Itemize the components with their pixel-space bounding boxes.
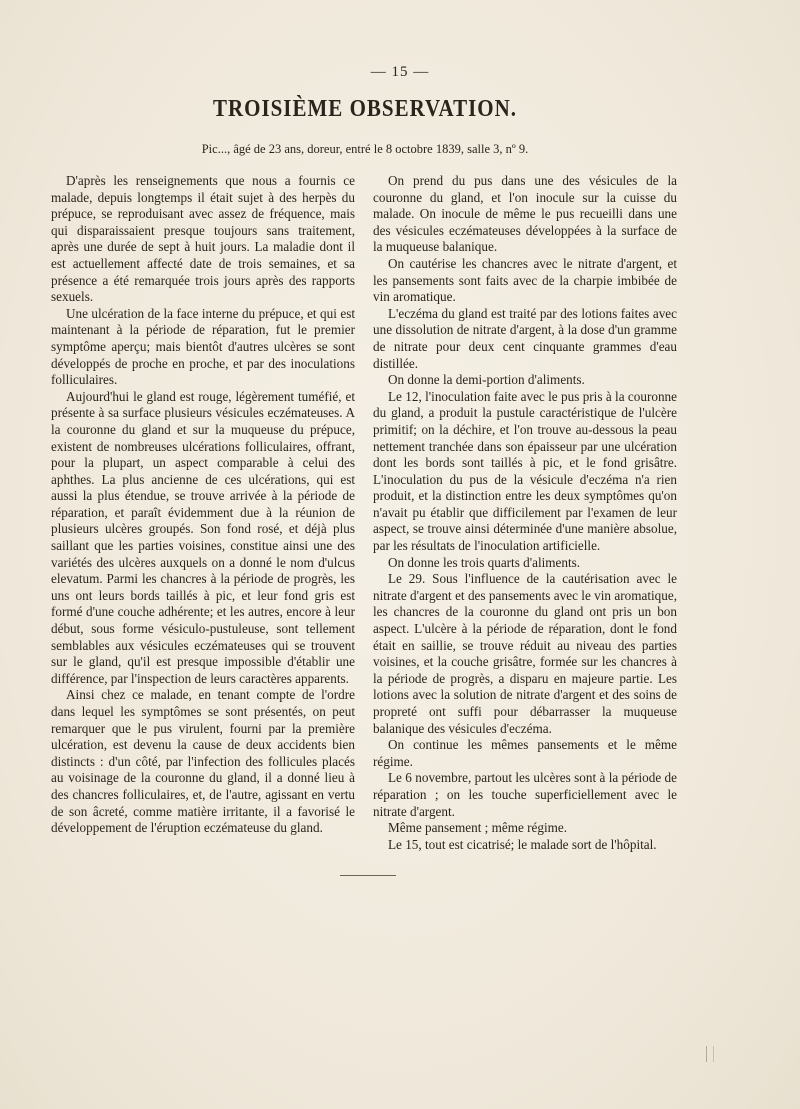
- paragraph: Ainsi chez ce malade, en tenant compte de l'ordre dans lequel les symptômes se sont présentés, on peut remarquer que le pus virulent, fourni par la première ulcération, est devenu la cause de deux accidents bien distincts : d'un côté, par l'infection des follicules placés au voisinage de la couronne du gland, il a donné lieu à des chancres folliculaires, et, de l'autre, agissant en vertu de son âcreté, comme matière irritante, il a favorisé le développement de l'éruption eczémateuse du gland.: [51, 687, 355, 836]
- left-column: [51, 173, 355, 837]
- right-column: [373, 173, 677, 853]
- paragraph: Le 15, tout est cicatrisé; le malade sort de l'hôpital.: [388, 836, 657, 852]
- paragraph: On cautérise les chancres avec le nitrate d'argent, et les pansements sont faits avec de la charpie imbibée de vin aromatique.: [373, 255, 677, 305]
- paragraph: Le 6 novembre, partout les ulcères sont à la période de réparation ; on les touche superficiellement avec le nitrate d'argent.: [373, 770, 677, 819]
- page-title: TROISIÈME OBSERVATION.: [212, 94, 518, 122]
- paragraph: Une ulcération de la face interne du prépuce, et qui est maintenant à la période de réparation, fut le premier symptôme aperçu; mais bientôt d'autres ulcères se sont développés de proche en proche, et par des inoculations folliculaires.: [51, 305, 355, 388]
- paragraph: Même pansement ; même régime.: [388, 820, 568, 836]
- paragraph: On prend du pus dans une des vésicules de la couronne du gland, et l'on inocule sur la cuisse du malade. On inocule de même le pus recueilli dans une des vésicules eczémateuses développées à la surface de la muqueuse balanique.: [373, 173, 677, 255]
- paragraph: D'après les renseignements que nous a fournis ce malade, depuis longtemps il était sujet à des herpès du prépuce, se reproduisant avec assez de fréquence, mais qui disparaissaient presque toujours sans traitement, après une durée de sept à huit jours. La maladie dont il est actuellement affecté date de trois semaines, et sa présence a été remarquée trois jours après des rapports sexuels.: [51, 173, 355, 305]
- end-rule: [340, 875, 396, 876]
- page-number: — 15 —: [370, 64, 430, 80]
- margin-mark: [706, 1046, 714, 1062]
- paragraph: Le 12, l'inoculation faite avec le pus pris à la couronne du gland, a produit la pustule caractéristique de l'ulcère primitif; on la déchire, et l'on trouve au-dessous la peau nettement tranchée dans son épaisseur par une ulcération dont les bords sont taillés à pic, et le fond grisâtre. L'inoculation du pus de la vésicule d'eczéma n'a rien produit, et la distinction entre les deux symptômes qu'on n'avait pu établir que difficilement par l'examen de leur aspect, se trouve ainsi déterminée d'une manière absolue, par les résultats de l'inoculation artificielle.: [373, 388, 677, 554]
- paragraph: L'eczéma du gland est traité par des lotions faites avec une dissolution de nitrate d'argent, à la dose d'un gramme de nitrate pour deux cent cinquante grammes d'eau distillée.: [373, 305, 677, 371]
- paragraph: Le 29. Sous l'influence de la cautérisation avec le nitrate d'argent et des pansements avec le vin aromatique, les chancres de la couronne du gland ont pris un bon aspect. L'ulcère à la période de réparation, dont le fond était en saillie, se trouve réduit au niveau des parties voisines, et la couche grisâtre, formée sur les chancres à la période de progrès, a disparu en majeure partie. Les lotions avec la solution de nitrate d'argent et des soins de propreté ont suffi pour débarrasser la muqueuse balanique des vésicules d'eczéma.: [373, 571, 677, 736]
- paragraph: On donne la demi-portion d'aliments.: [388, 372, 585, 388]
- paragraph: On donne les trois quarts d'aliments.: [388, 554, 581, 570]
- observation-subtitle: Pic..., âgé de 23 ans, doreur, entré le 8 octobre 1839, salle 3, nº 9.: [201, 142, 529, 156]
- paragraph: On continue les mêmes pansements et le même régime.: [373, 737, 677, 769]
- paragraph: Aujourd'hui le gland est rouge, légèrement tuméfié, et présente à sa surface plusieurs vésicules eczémateuses. A la couronne du gland et sur la muqueuse du prépuce, existent de nombreuses ulcérations folliculaires, offrant, pour la plupart, un aspect comparable à celui des aphthes. La plus ancienne de ces ulcérations, qui est aussi la plus étendue, se trouve arrivée à la période de réparation, et paraît évidemment due à la réunion de plusieurs ulcères groupés. Son fond rosé, et déjà plus saillant que les parties voisines, constitue ainsi une des variétés des ulcères auxquels on a donné le nom d'ulcus elevatum. Parmi les chancres à la période de progrès, les uns ont leurs bords taillés à pic, et leur fond gris est formé d'une couche adhérente; et les autres, encore à leur début, sous forme vésiculo-pustuleuse, sont tellement semblables aux vésicules eczémateuses qui se trouvent sur le gland, qu'il est presque impossible d'établir une différence, par l'inspection de leurs caractères apparents.: [51, 388, 355, 686]
